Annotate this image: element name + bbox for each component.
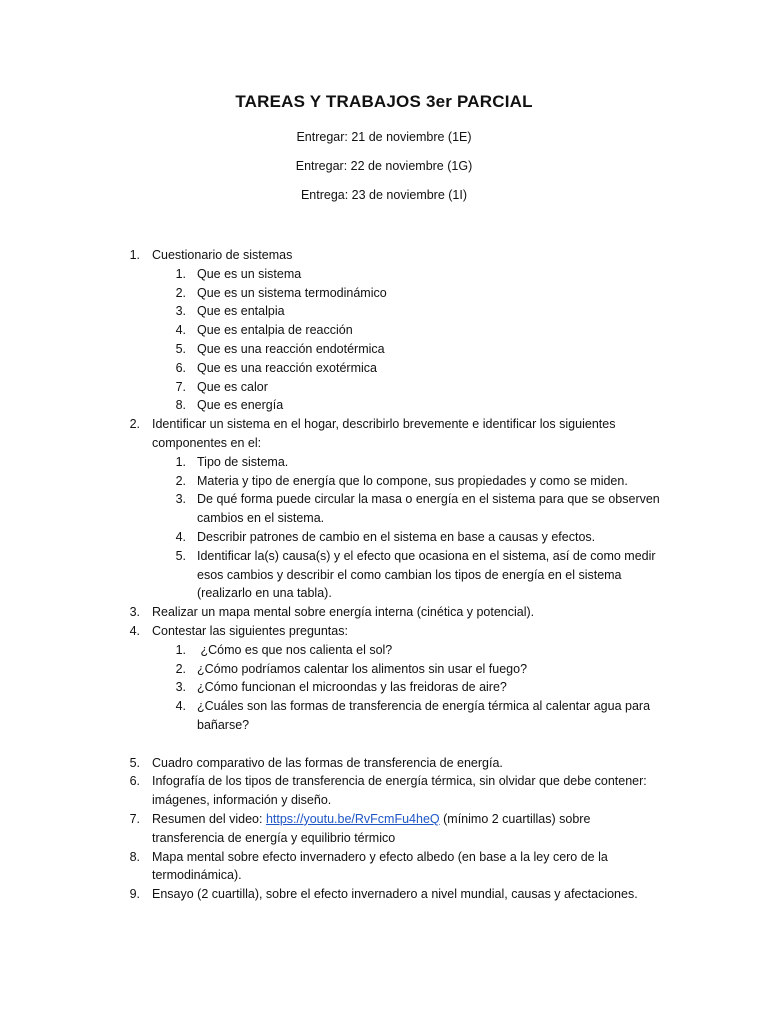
item-number: 5.	[175, 341, 186, 356]
item-text: Tipo de sistema.	[197, 454, 289, 469]
item-text: cambios en el sistema.	[197, 511, 325, 526]
list-item	[0, 885, 768, 904]
sub-list-item	[0, 641, 768, 660]
item-text: Contestar las siguientes preguntas:	[152, 623, 348, 638]
sub-list-item	[0, 284, 768, 303]
item-text: Identificar un sistema en el hogar, describirlo brevemente e identificar los siguientes	[152, 417, 616, 432]
item-text: imágenes, información y diseño.	[152, 793, 332, 808]
item-text: Materia y tipo de energía que lo compone, sus propiedades y como se miden.	[197, 473, 628, 488]
sub-list-item	[0, 453, 768, 472]
sub-list-item	[0, 678, 768, 697]
sub-list-item	[0, 528, 768, 547]
list-item	[0, 622, 768, 641]
item-text: Cuadro comparativo de las formas de transferencia de energía.	[152, 755, 503, 770]
sub-list-item	[0, 396, 768, 415]
item-text: componentes en el:	[152, 435, 262, 450]
list-item	[0, 772, 768, 791]
item-text: Que es energía	[197, 398, 284, 413]
item-text: ¿Cómo podríamos calentar los alimentos sin usar el fuego?	[197, 661, 528, 676]
list-item	[0, 810, 768, 829]
item-text: ¿Cómo es que nos calienta el sol?	[197, 642, 393, 657]
item-number: 8.	[129, 849, 140, 864]
video-link[interactable]: https://youtu.be/RvFcmFu4heQ	[265, 811, 440, 826]
item-number: 2.	[129, 417, 140, 432]
sub-list-item-continuation	[0, 566, 768, 585]
sub-list-item-continuation	[0, 716, 768, 735]
list-item-continuation	[0, 434, 768, 453]
item-text	[152, 810, 590, 829]
item-text: Que es un sistema termodinámico	[197, 285, 387, 300]
item-text: Que es una reacción endotérmica	[197, 341, 385, 356]
item-text: Que es una reacción exotérmica	[197, 360, 377, 375]
item-text: termodinámica).	[152, 868, 242, 883]
item-text-after-link: (mínimo 2 cuartillas) sobre	[439, 811, 591, 826]
item-number: 1.	[175, 454, 186, 469]
item-text: Describir patrones de cambio en el sistema en base a causas y efectos.	[197, 529, 596, 544]
item-number: 3.	[175, 492, 186, 507]
item-text: transferencia de energía y equilibrio térmico	[152, 830, 396, 845]
item-text: ¿Cómo funcionan el microondas y las freidoras de aire?	[197, 680, 507, 695]
item-number: 3.	[175, 680, 186, 695]
item-text: bañarse?	[197, 717, 250, 732]
item-text: esos cambios y describir el como cambian los tipos de energía en el sistema	[197, 567, 622, 582]
item-number: 6.	[129, 774, 140, 789]
delivery-date-1i: Entrega: 23 de noviembre (1I)	[300, 188, 468, 202]
list-item	[0, 848, 768, 867]
blank-line	[0, 735, 768, 754]
sub-list-item	[0, 340, 768, 359]
item-text: Ensayo (2 cuartilla), sobre el efecto invernadero a nivel mundial, causas y afectaciones.	[152, 887, 638, 902]
item-number: 3.	[175, 304, 186, 319]
list-item-continuation	[0, 829, 768, 848]
item-text: Que es calor	[197, 379, 268, 394]
sub-list-item	[0, 378, 768, 397]
list-item	[0, 246, 768, 265]
item-number: 2.	[175, 473, 186, 488]
list-item-continuation	[0, 791, 768, 810]
item-number: 4.	[175, 699, 186, 714]
item-text: Cuestionario de sistemas	[152, 248, 293, 262]
item-text: Que es entalpia de reacción	[197, 323, 353, 338]
item-number: 3.	[129, 605, 140, 620]
item-text-before-link: Resumen del video:	[152, 811, 266, 826]
item-number: 7.	[129, 811, 140, 826]
sub-list-item	[0, 547, 768, 566]
list-item	[0, 603, 768, 622]
sub-list-item	[0, 490, 768, 509]
delivery-date-1g: Entregar: 22 de noviembre (1G)	[295, 159, 473, 173]
item-text: (realizarlo en una tabla).	[197, 586, 332, 601]
item-number: 4.	[175, 529, 186, 544]
item-number: 2.	[175, 661, 186, 676]
item-text: De qué forma puede circular la masa o energía en el sistema para que se observen	[197, 492, 660, 507]
item-number: 4.	[129, 623, 140, 638]
task-list	[0, 246, 768, 904]
sub-list-item-continuation	[0, 509, 768, 528]
sub-list-item	[0, 359, 768, 378]
delivery-date-1e: Entregar: 21 de noviembre (1E)	[296, 130, 472, 144]
item-text: Mapa mental sobre efecto invernadero y efecto albedo (en base a la ley cero de la	[152, 849, 608, 864]
item-number: 4.	[175, 323, 186, 338]
list-item	[0, 415, 768, 434]
item-text: ¿Cuáles son las formas de transferencia de energía térmica al calentar agua para	[197, 699, 651, 714]
page-title: TAREAS Y TRABAJOS 3er PARCIAL	[235, 92, 533, 111]
item-number: 5.	[129, 755, 140, 770]
item-number: 8.	[175, 398, 186, 413]
sub-list-item	[0, 321, 768, 340]
sub-list-item	[0, 697, 768, 716]
sub-list-item	[0, 472, 768, 491]
item-text: Identificar la(s) causa(s) y el efecto que ocasiona en el sistema, así de como medir	[197, 548, 656, 563]
item-number: 9.	[129, 887, 140, 902]
item-number: 1.	[175, 642, 186, 657]
item-text: Que es entalpia	[197, 304, 285, 319]
sub-list-item	[0, 265, 768, 284]
sub-list-item-continuation	[0, 584, 768, 603]
list-item-continuation	[0, 866, 768, 885]
sub-list-item	[0, 302, 768, 321]
item-text: Que es un sistema	[197, 266, 302, 281]
list-item	[0, 754, 768, 773]
sub-list-item	[0, 660, 768, 679]
item-number: 7.	[175, 379, 186, 394]
item-number: 1.	[175, 266, 186, 281]
item-text: Realizar un mapa mental sobre energía interna (cinética y potencial).	[152, 605, 535, 620]
item-number: 5.	[175, 548, 186, 563]
item-number: 2.	[175, 285, 186, 300]
item-number: 1.	[129, 248, 140, 262]
item-number: 6.	[175, 360, 186, 375]
item-text: Infografía de los tipos de transferencia de energía térmica, sin olvidar que debe contener:	[152, 774, 647, 789]
